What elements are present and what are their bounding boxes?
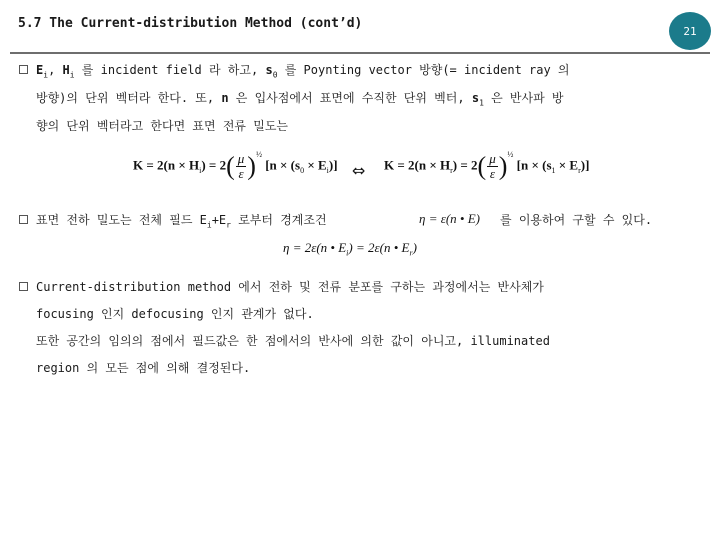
eq-part: η = 2ε(n • E [283, 240, 347, 255]
mu-over-epsilon [487, 152, 498, 181]
symbol-e-r: +E [211, 213, 227, 227]
left-paren: ( [226, 151, 235, 181]
eq-sub: 0 [300, 166, 305, 176]
mu-over-epsilon [236, 152, 247, 181]
text-segment: 를 incident field 라 하고, [74, 63, 266, 77]
symbol-n: n [221, 91, 229, 105]
eq-sub: i [326, 166, 329, 176]
sub-0: 0 [272, 70, 278, 80]
frac-denominator: ε [489, 166, 496, 181]
sub-i: i [206, 220, 212, 230]
eq-part: [n × (s [265, 157, 301, 173]
text-segment: 로부터 경계조건 [230, 213, 327, 227]
eq-part: )] [580, 157, 590, 173]
title-divider [10, 52, 710, 54]
eq-sub: r [409, 248, 413, 258]
bullet-3-line-1: Current-distribution method 에서 전하 및 전류 분포를 구하는 과정에서는 반사체가 [36, 280, 544, 294]
eq-part: ) = 2 [201, 157, 227, 173]
symbol-e-i: E [36, 63, 44, 77]
equation-k-reflected [384, 152, 589, 181]
frac-denominator: ε [238, 166, 244, 181]
bullet-1-marker [19, 65, 28, 74]
eq-part: )] [328, 157, 338, 173]
text-segment: , [48, 63, 63, 77]
equation-k-incident [133, 152, 338, 181]
symbol-e-i: E [199, 213, 207, 227]
left-paren: ( [477, 151, 487, 181]
right-paren: ) [498, 151, 508, 181]
sub-1: 1 [479, 98, 484, 108]
eq-sub: 1 [551, 166, 556, 176]
sub-i: i [69, 70, 75, 80]
text-segment: 방향)의 단위 벡터라 한다. 또, [36, 91, 222, 105]
eq-part: K = 2(n × H [384, 157, 451, 173]
bullet-3-line-3: 또한 공간의 임의의 점에서 필드값은 한 점에서의 반사에 의한 값이 아니고, illuminated [36, 334, 550, 348]
eq-sub: r [450, 166, 453, 176]
bullet-2-marker [19, 215, 28, 224]
eq-part: ) = 2 [452, 157, 478, 173]
symbol-s-0: s [265, 63, 273, 77]
exponent: ½ [255, 150, 262, 159]
text-segment: 은 입사점에서 표면에 수직한 단위 벡터, [228, 91, 472, 105]
boundary-condition-equation [419, 211, 480, 227]
bullet-2-line-1 [36, 211, 327, 229]
eq-sub: r [578, 166, 581, 176]
frac-numerator: μ [237, 151, 245, 166]
eq-part: ) = 2ε(n • E [348, 240, 410, 255]
bullet-3-line-4: region 의 모든 점에 의해 결정된다. [36, 361, 251, 375]
eq-part: × E [304, 157, 327, 173]
exponent: ½ [507, 150, 514, 159]
bullet-1-line-3: 향의 단위 벡터라고 한다면 표면 전류 밀도는 [36, 119, 289, 133]
text-segment: 은 반사파 방 [483, 91, 564, 105]
bullet-3-line-2: focusing 인지 defocusing 인지 관계가 없다. [36, 307, 314, 321]
page-number-badge: 21 [669, 12, 711, 50]
eq-part: K = 2(n × H [133, 157, 200, 173]
eq-part: ) [412, 240, 417, 255]
sub-r: r [226, 220, 231, 230]
bullet-1-line-1 [36, 61, 570, 79]
right-paren: ) [247, 151, 256, 181]
equation-eta [283, 240, 417, 258]
text-segment: 를 Poynting vector 방향(= incident ray 의 [277, 63, 570, 77]
eq-sub: i [199, 166, 202, 176]
eq-part: × E [555, 157, 579, 173]
text-segment: 표면 전하 밀도는 전체 필드 [36, 213, 200, 227]
bullet-1-line-2 [36, 89, 564, 107]
slide-title: 5.7 The Current-distribution Method (cont’d) [18, 16, 363, 31]
sub-i: i [43, 70, 49, 80]
bullet-2-line-1-end: 를 이용하여 구할 수 있다. [500, 213, 653, 227]
eq-part: η = ε(n • E) [419, 211, 480, 226]
frac-numerator: μ [489, 151, 496, 166]
symbol-h-i: H [62, 63, 70, 77]
equivalence-arrow-icon: ⇔ [352, 161, 366, 180]
symbol-s-1: s [471, 91, 480, 105]
bullet-3-marker [19, 282, 28, 291]
eq-part: [n × (s [516, 157, 552, 173]
eq-sub: i [346, 248, 349, 258]
